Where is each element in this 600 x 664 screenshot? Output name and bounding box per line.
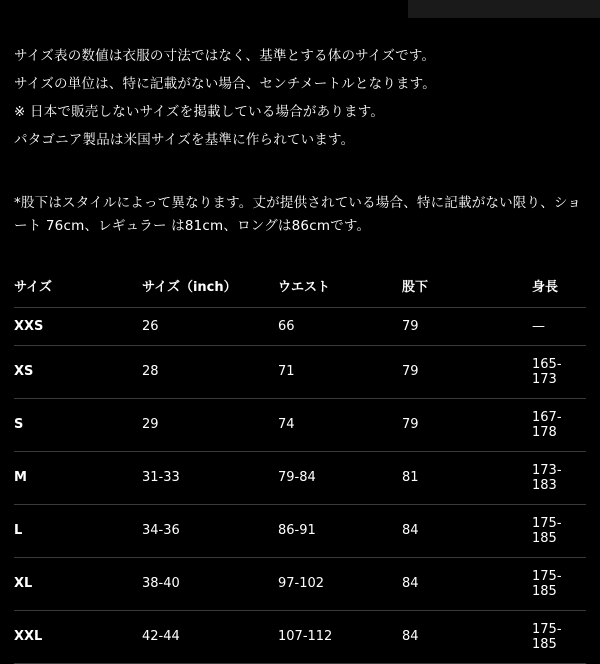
cell-inseam: 84 bbox=[402, 557, 532, 610]
table-row bbox=[14, 345, 586, 398]
cell-inseam: 79 bbox=[402, 345, 532, 398]
intro-block bbox=[0, 18, 600, 151]
cell-size-inch: 31-33 bbox=[142, 451, 278, 504]
size-table-body bbox=[14, 307, 586, 663]
top-bar bbox=[0, 0, 600, 18]
cell-waist: 86-91 bbox=[278, 504, 402, 557]
cell-size: L bbox=[14, 504, 142, 557]
cell-size: XXL bbox=[14, 610, 142, 663]
cell-waist: 74 bbox=[278, 398, 402, 451]
intro-line-4: パタゴニア製品は米国サイズを基準に作られています。 bbox=[14, 131, 355, 148]
cell-size-inch: 38-40 bbox=[142, 557, 278, 610]
column-header-waist: ウエスト bbox=[278, 265, 402, 308]
cell-size-inch: 42-44 bbox=[142, 610, 278, 663]
column-header-size: サイズ bbox=[14, 265, 142, 308]
cell-waist: 79-84 bbox=[278, 451, 402, 504]
top-bar-segment bbox=[408, 0, 600, 18]
cell-height: 175-185 bbox=[532, 504, 586, 557]
inseam-note bbox=[0, 158, 600, 239]
intro-line-3: ※ 日本で販売しないサイズを掲載している場合があります。 bbox=[14, 103, 385, 120]
cell-waist: 97-102 bbox=[278, 557, 402, 610]
inseam-note-text: *股下はスタイルによって異なります。丈が提供されている場合、特に記載がない限り、ショート 76cm、レギュラー は81cm、ロングは86cmです。 bbox=[14, 194, 582, 235]
cell-height: 175-185 bbox=[532, 557, 586, 610]
cell-waist: 107-112 bbox=[278, 610, 402, 663]
cell-size: XL bbox=[14, 557, 142, 610]
table-row bbox=[14, 398, 586, 451]
size-table bbox=[14, 265, 586, 664]
intro-line-2: サイズの単位は、特に記載がない場合、センチメートルとなります。 bbox=[14, 75, 436, 92]
cell-size-inch: 34-36 bbox=[142, 504, 278, 557]
cell-height: 173-183 bbox=[532, 451, 586, 504]
table-row bbox=[14, 557, 586, 610]
cell-inseam: 84 bbox=[402, 610, 532, 663]
cell-size-inch: 29 bbox=[142, 398, 278, 451]
cell-height: 167-178 bbox=[532, 398, 586, 451]
cell-size: S bbox=[14, 398, 142, 451]
table-row bbox=[14, 451, 586, 504]
cell-size: XS bbox=[14, 345, 142, 398]
cell-inseam: 79 bbox=[402, 398, 532, 451]
column-header-inseam: 股下 bbox=[402, 265, 532, 308]
cell-inseam: 79 bbox=[402, 307, 532, 345]
table-row bbox=[14, 307, 586, 345]
table-row bbox=[14, 504, 586, 557]
size-table-head bbox=[14, 265, 586, 308]
cell-inseam: 81 bbox=[402, 451, 532, 504]
column-header-height: 身長 bbox=[532, 265, 586, 308]
content-area bbox=[0, 18, 600, 664]
cell-size: XXS bbox=[14, 307, 142, 345]
cell-waist: 71 bbox=[278, 345, 402, 398]
cell-size-inch: 28 bbox=[142, 345, 278, 398]
intro-line-1: サイズ表の数値は衣服の寸法ではなく、基準とする体のサイズです。 bbox=[14, 48, 436, 64]
cell-height: — bbox=[532, 307, 586, 345]
column-header-size-inch: サイズ（inch） bbox=[142, 265, 278, 308]
table-row bbox=[14, 610, 586, 663]
cell-height: 175-185 bbox=[532, 610, 586, 663]
cell-size-inch: 26 bbox=[142, 307, 278, 345]
cell-waist: 66 bbox=[278, 307, 402, 345]
table-header-row bbox=[14, 265, 586, 308]
cell-height: 165-173 bbox=[532, 345, 586, 398]
cell-size: M bbox=[14, 451, 142, 504]
cell-inseam: 84 bbox=[402, 504, 532, 557]
